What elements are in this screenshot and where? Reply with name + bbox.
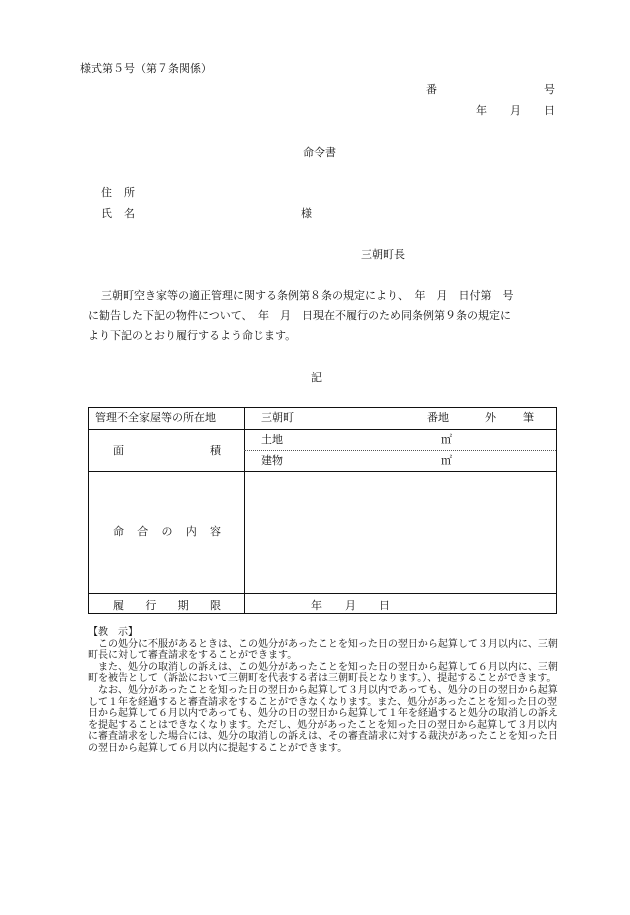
area-land-label: 土地 bbox=[261, 433, 283, 446]
body-line-2: に勧告した下記の物件について、 年 月 日現在不履行のため同条例第９条の規定に bbox=[88, 309, 512, 322]
deadline-label: 履 行 期 限 bbox=[113, 599, 221, 612]
order-content-label: 命 合 の 内 容 bbox=[113, 525, 221, 538]
instructions-paragraph-1: この処分に不服があるときは、この処分があったことを知った日の翌日から起算して３月以内に、三朝町長に対して審査請求をすることができます。 bbox=[88, 638, 558, 662]
document-title: 命令書 bbox=[303, 146, 336, 159]
location-soto: 外 bbox=[485, 411, 496, 424]
order-details-table bbox=[88, 407, 557, 614]
table-column-divider bbox=[244, 408, 245, 613]
issuer: 三朝町長 bbox=[361, 248, 405, 261]
location-banchi: 番地 bbox=[427, 411, 449, 424]
table-row-divider bbox=[89, 471, 556, 472]
table-row-divider bbox=[89, 429, 556, 430]
location-label: 管理不全家屋等の所在地 bbox=[95, 411, 216, 424]
name-label: 氏 名 bbox=[101, 207, 135, 220]
address-label: 住 所 bbox=[101, 186, 135, 199]
body-line-1: 三朝町空き家等の適正管理に関する条例第８条の規定により、 年 月 日付第 号 bbox=[101, 289, 514, 302]
instructions-heading: 【教 示】 bbox=[88, 627, 138, 638]
location-town: 三朝町 bbox=[261, 411, 294, 424]
body-line-3: より下記のとおり履行するよう命じます。 bbox=[88, 329, 297, 342]
date-day: 日 bbox=[544, 104, 555, 117]
instructions-paragraph-2: また、処分の取消しの訴えは、この処分があったことを知った日の翌日から起算して６月以内に、三朝町を被告として（訴訟において三朝町を代表する者は三朝町長となります。）、提起することができます。 bbox=[88, 661, 558, 685]
location-hitsu: 筆 bbox=[523, 411, 534, 424]
ki-heading: 記 bbox=[311, 371, 322, 384]
table-row-divider bbox=[89, 593, 556, 594]
date-month: 月 bbox=[510, 104, 521, 117]
form-number: 様式第５号（第７条関係） bbox=[80, 62, 212, 75]
area-building-unit: ㎡ bbox=[441, 454, 452, 467]
deadline-day: 日 bbox=[379, 599, 390, 612]
date-year: 年 bbox=[476, 104, 487, 117]
area-building-label: 建物 bbox=[261, 454, 283, 467]
honorific: 様 bbox=[301, 207, 312, 220]
deadline-month: 月 bbox=[345, 599, 356, 612]
table-subrow-divider bbox=[244, 450, 556, 451]
instructions-paragraph-3: なお、処分があったことを知った日の翌日から起算して３月以内であっても、処分の日の翌日から起算して１年を経過すると審査請求をすることができなくなります。また、処分があったことを知った日の翌日から起算して６月以内であっても、処分の日の翌日から起算して１年を経過すると処分の取消しの訴えを提起することはできなくなります。ただし、処分があったことを知った日の翌日から起算して３月以内に審査請求をした場合には、処分の取消しの訴えは、その審査請求に対する裁決があったことを知った日の翌日から起算して６月以内に提起することができます。 bbox=[88, 684, 558, 754]
number-label-ban: 番 bbox=[426, 83, 437, 96]
number-label-go: 号 bbox=[544, 83, 555, 96]
deadline-year: 年 bbox=[311, 599, 322, 612]
instructions-section bbox=[88, 627, 558, 755]
area-label: 面 積 bbox=[113, 444, 221, 457]
area-land-unit: ㎡ bbox=[441, 433, 452, 446]
